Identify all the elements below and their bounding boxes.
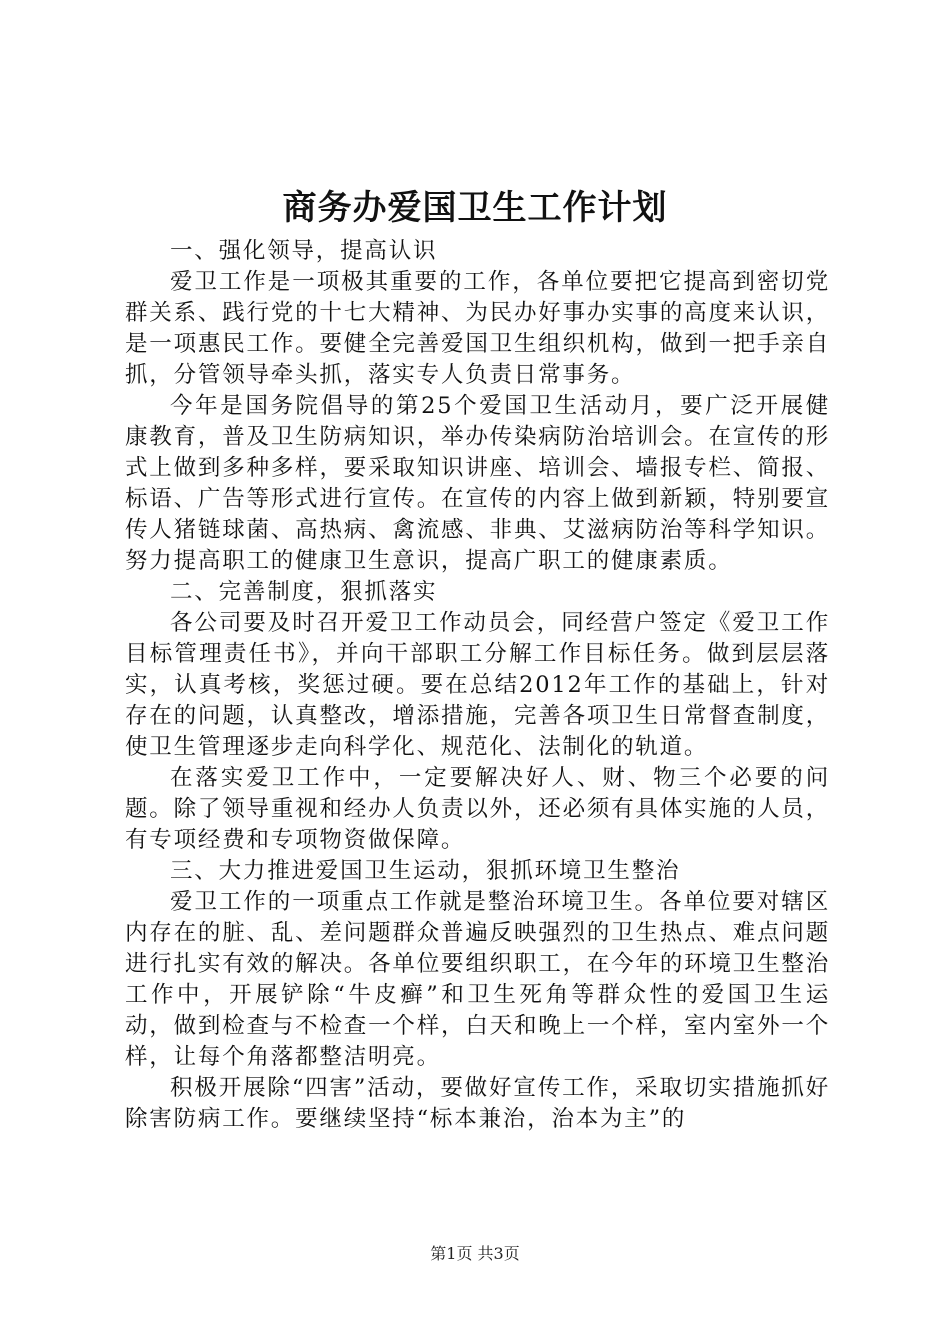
paragraph: 今年是国务院倡导的第25个爱国卫生活动月，要广泛开展健康教育，普及卫生防病知识，举办传染病防治培训会。在宣传的形式上做到多种多样，要采取知识讲座、培训会、墙报专栏、简报、标语、广告等形式进行宣传。在宣传的内容上做到新颖，特别要宣传人猪链球菌、高热病、禽流感、非典、艾滋病防治等科学知识。努力提高职工的健康卫生意识，提高广职工的健康素质。: [125, 393, 830, 574]
section-heading-3: 三、大力推进爱国卫生运动，狠抓环境卫生整治: [170, 858, 681, 884]
paragraph: 在落实爱卫工作中，一定要解决好人、财、物三个必要的问题。除了领导重视和经办人负责以外，还必须有具体实施的人员，有专项经费和专项物资做保障。: [125, 765, 830, 853]
paragraph: 各公司要及时召开爱卫工作动员会，同经营户签定《爱卫工作目标管理责任书》，并向干部职工分解工作目标任务。做到层层落实，认真考核，奖惩过硬。要在总结2012年工作的基础上，针对存在的问题，认真整改，增添措施，完善各项卫生日常督查制度，使卫生管理逐步走向科学化、规范化、法制化的轨道。: [125, 610, 830, 760]
section-heading-1: 一、强化领导，提高认识: [170, 238, 438, 264]
paragraph: 爱卫工作的一项重点工作就是整治环境卫生。各单位要对辖区内存在的脏、乱、差问题群众普遍反映强烈的卫生热点、难点问题进行扎实有效的解决。各单位要组织职工，在今年的环境卫生整治工作中，开展铲除“牛皮癣”和卫生死角等群众性的爱国卫生运动，做到检查与不检查一个样，白天和晚上一个样，室内室外一个样，让每个角落都整洁明亮。: [125, 889, 830, 1070]
page-footer: 第1页 共3页: [430, 1244, 520, 1263]
section-heading-2: 二、完善制度，狠抓落实: [170, 579, 438, 605]
document-body: [125, 236, 830, 1135]
document-title: 商务办爱国卫生工作计划: [282, 188, 668, 228]
paragraph: 积极开展除“四害”活动，要做好宣传工作，采取切实措施抓好除害防病工作。要继续坚持“标本兼治，治本为主”的: [125, 1075, 830, 1132]
paragraph: 爱卫工作是一项极其重要的工作，各单位要把它提高到密切党群关系、践行党的十七大精神、为民办好事办实事的高度来认识，是一项惠民工作。要健全完善爱国卫生组织机构，做到一把手亲自抓，分管领导牵头抓，落实专人负责日常事务。: [125, 269, 830, 388]
